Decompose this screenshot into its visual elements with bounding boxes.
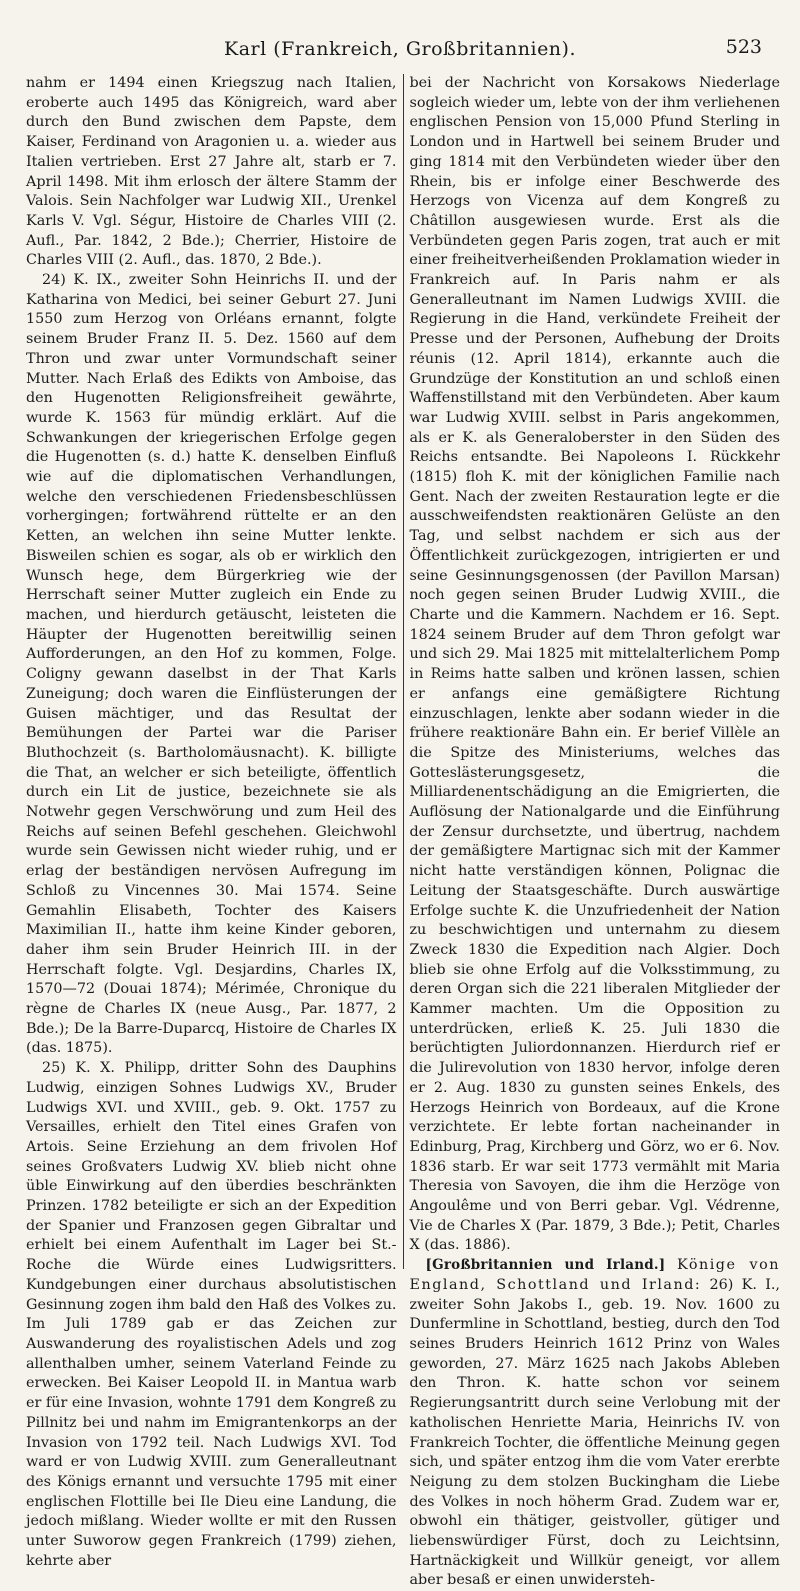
running-header: [24, 34, 776, 64]
text-columns: [26, 74, 781, 1589]
paragraph-text: 26) K. I., zweiter Sohn Jakobs I., geb. 19. Nov. 1600 zu Dunfermline in Schottland, bestieg, durch den Tod seines Bruders Heinrich 1612 Prinz von Wales geworden, 27. März 1625 nach Jakobs Ableben den Thron. K. hatte schon vor seinem Regierungsantritt durch seine Verlobung mit der katholischen Henriette Maria, Heinrichs IV. von Frankreich Tochter, die öffentliche Meinung gegen sich, und später entzog ihm die vom Vater ererbte Neigung zu dem stolzen Buckingham die Liebe des Volkes in noch höherm Grad. Zudem war er, obwohl ein thätiger, geistvoller, gütiger und liebenswürdiger Fürst, doch zu Leichtsinn, Hartnäckigkeit und Willkür geneigt, vor allem aber besaß er einen unwidersteh-: [409, 1276, 780, 1589]
paragraph-karl-x: 25) K. X. Philipp, dritter Sohn des Dauphins Ludwig, einzigen Sohnes Ludwigs XV., Bruder Ludwigs XVI. und XVIII., geb. 9. Okt. 1757 zu Versailles, erhielt den Titel eines Grafen von Artois. Seine Erziehung an dem frivolen Hof seines Großvaters Ludwig XV. blieb nicht ohne üble Einwirkung auf den überdies beschränkten Prinzen. 1782 beteiligte er sich an der Expedition der Spanier und Franzosen gegen Gibraltar und erhielt bei einem Aufenthalt im Lager bei St.-Roche die Würde eines Ludwigsritters. Kundgebungen einer durchaus absolutistischen Gesinnung zogen ihm bald den Haß des Volkes zu. Im Juli 1789 gab er das Zeichen zur Auswanderung des royalistischen Adels und zog allenthalben umher, seinem Vaterland Feinde zu erwecken. Bei Kaiser Leopold II. in Mantua warb er für eine Invasion, wohnte 1791 dem Kongreß zu Pillnitz bei und nahm im Emigrantenkorps an der Invasion von 1792 teil. Nach Ludwigs XVI. Tod ward er von Ludwig XVIII. zum Generalleutnant des Königs ernannt und versuchte 1795 mit einer englischen Flottille bei Ile Dieu eine Landung, die jedoch mißlang. Wieder wollte er mit den Russen unter Suworow gegen Frankreich (1799) ziehen, kehrte aber: [26, 1060, 397, 1569]
paragraph-karl-ix: 24) K. IX., zweiter Sohn Heinrichs II. und der Katharina von Medici, bei seiner Geburt 27. Juni 1550 zum Herzog von Orléans ernannt, folgte seinem Bruder Franz II. 5. Dez. 1560 auf dem Thron und zwar unter Vormundschaft seiner Mutter. Nach Erlaß des Edikts von Amboise, das den Hugenotten Religionsfreiheit gewährte, wurde K. 1563 für mündig erklärt. Auf die Schwankungen der kriegerischen Erfolge gegen die Hugenotten (s. d.) hatte K. denselben Einfluß wie auf die diplomatischen Verhandlungen, welche den verschiedenen Friedensbeschlüssen vorhergingen; fortwährend rüttelte er an den Ketten, an welchen ihn seine Mutter lenkte. Bisweilen schien es sogar, als ob er wirklich den Wunsch hege, dem Bürgerkrieg wie der Herrschaft seiner Mutter zugleich ein Ende zu machen, und hierdurch getäuscht, leisteten die Häupter der Hugenotten bereitwillig seinen Aufforderungen, an den Hof zu kommen, Folge. Coligny gewann daselbst in der That Karls Zuneigung; doch waren die Einflüsterungen der Guisen mächtiger, und das Resultat der Bemühungen der Partei war die Pariser Bluthochzeit (s. Bartholomäusnacht). K. billigte die That, an welcher er sich beteiligte, öffentlich durch ein Lit de justice, bezeichnete sie als Notwehr gegen Verschwörung und zum Heil des Reichs auf seinen Befehl geschehen. Gleichwohl wurde sein Gewissen nicht wieder ruhig, und er erlag der beständigen nervösen Aufregung im Schloß zu Vincennes 30. Mai 1574. Seine Gemahlin Elisabeth, Tochter des Kaisers Maximilian II., hatte ihm keine Kinder geboren, daher ihm sein Bruder Heinrich III. in der Herrschaft folgte. Vgl. Desjardins, Charles IX, 1570—72 (Douai 1874); Mérimée, Chronique du règne de Charles IX (neue Ausg., Par. 1877, 2 Bde.); De la Barre-Duparcq, Histoire de Charles IX (das. 1875).: [26, 272, 397, 1057]
paragraph: nahm er 1494 einen Kriegszug nach Italien, eroberte auch 1495 das Königreich, ward aber durch den Bund zwischen dem Papste, dem Kaiser, Ferdinand von Aragonien u. a. wieder aus Italien vertrieben. Erst 27 Jahre alt, starb er 7. April 1498. Mit ihm erlosch der ältere Stamm der Valois. Sein Nachfolger war Ludwig XII., Urenkel Karls V. Vgl. Ségur, Histoire de Charles VIII (2. Aufl., Par. 1842, 2 Bde.); Cherrier, Histoire de Charles VIII (2. Aufl., das. 1870, 2 Bde.).: [26, 75, 397, 269]
column-divider: [403, 74, 404, 1269]
section-lead: Könige von England, Schottland und Irland:: [409, 1257, 781, 1293]
page-number: 523: [725, 36, 762, 58]
right-column: [409, 74, 781, 1589]
section-heading: [Großbritannien und Irland.]: [425, 1257, 666, 1274]
header-title: Karl (Frankreich, Großbritannien).: [224, 38, 576, 60]
paragraph-karl-i-england: [410, 1256, 781, 1591]
left-column: [26, 74, 397, 1569]
paragraph: bei der Nachricht von Korsakows Niederlage sogleich wieder um, lebte von der ihm verliehenen englischen Pension von 15,000 Pfund Sterling in London und in Hartwell bei seinem Bruder und ging 1814 mit den Verbündeten wieder über den Rhein, bis er infolge einer Beschwerde des Herzogs von Vicenza auf dem Kongreß zu Châtillon ausgewiesen wurde. Erst als die Verbündeten gegen Paris zogen, trat auch er mit einer freiheitverheißenden Proklamation wieder in Frankreich auf. In Paris nahm er als Generalleutnant im Namen Ludwigs XVIII. die Regierung in die Hand, verkündete Freiheit der Presse und der Personen, Aufhebung der Droits réunis (12. April 1814), erkannte auch die Grundzüge der Konstitution an und schloß einen Waffenstillstand mit den Verbündeten. Aber kaum war Ludwig XVIII. selbst in Paris angekommen, als er K. als Generaloberster in den Süden des Reichs entsandte. Bei Napoleons I. Rückkehr (1815) floh K. mit der königlichen Familie nach Gent. Nach der zweiten Restauration legte er die ausschweifendsten reaktionären Gelüste an den Tag, und selbst nachdem er sich aus der Öffentlichkeit zurückgezogen, intrigierten er und seine Gesinnungsgenossen (der Pavillon Marsan) noch gegen seinen Bruder Ludwig XVIII., die Charte und die Kammern. Nachdem er 16. Sept. 1824 seinem Bruder auf dem Thron gefolgt war und sich 29. Mai 1825 mit mittelalterlichem Pomp in Reims hatte salben und krönen lassen, schien er anfangs eine gemäßigtere Richtung einzuschlagen, lenkte aber sodann wieder in die frühere reaktionäre Bahn ein. Er berief Villèle an die Spitze des Ministeriums, welches das Gotteslästerungsgesetz, die Milliardenentschädigung an die Emigrierten, die Auflösung der Nationalgarde und die Einführung der Zensur durchsetzte, und übertrug, nachdem der gemäßigtere Martignac sich mit der Kammer nicht hatte verständigen können, Polignac die Leitung der Staatsgeschäfte. Durch auswärtige Erfolge suchte K. die Unzufriedenheit der Nation zu beschwichtigen und unternahm zu diesem Zweck 1830 die Expedition nach Algier. Doch blieb sie ohne Erfolg auf die Volksstimmung, zu deren Organ sich die 221 liberalen Mitglieder der Kammer machten. Um die Opposition zu unterdrücken, erließ K. 25. Juli 1830 die berüchtigten Juliordonnanzen. Hierdurch rief er die Julirevolution von 1830 hervor, infolge deren er 2. Aug. 1830 zu gunsten seines Enkels, des Herzogs Heinrich von Bordeaux, auf die Krone verzichtete. Er lebte fortan nacheinander in Edinburg, Prag, Kirchberg und Görz, wo er 6. Nov. 1836 starb. Er war seit 1773 vermählt mit Maria Theresia von Savoyen, die ihm die Herzöge von Angoulême und von Berri gebar. Vgl. Védrenne, Vie de Charles X (Par. 1879, 3 Bde.); Petit, Charles X (das. 1886).: [409, 75, 780, 1254]
